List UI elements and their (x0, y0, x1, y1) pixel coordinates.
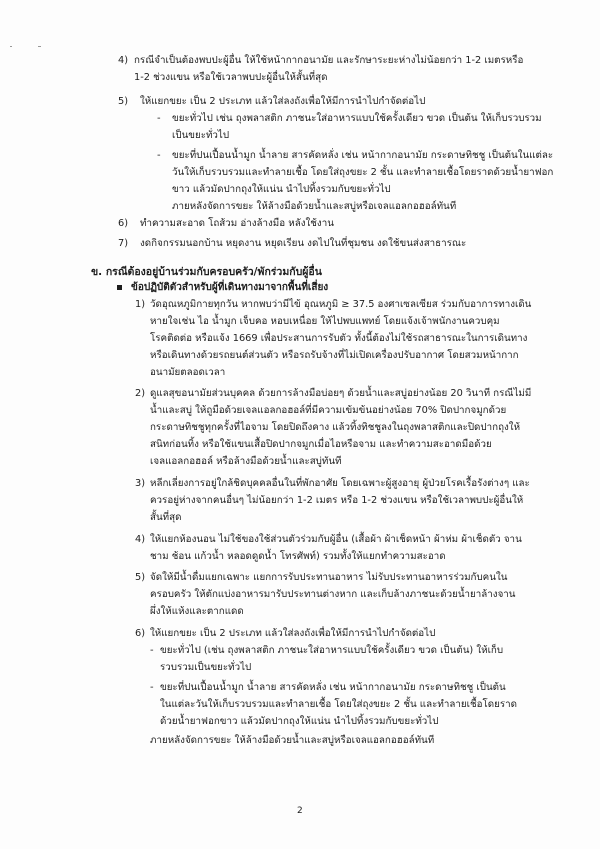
item-text: ให้แยกห้องนอน ไม่ใช้ของใช้ส่วนตัวร่วมกับผู้อื่น (เสื้อผ้า ผ้าเช็ดหน้า ผ้าห่ม ผ้าเช็ดตัว จาน (150, 534, 522, 545)
dash-text: รวบรวมเป็นขยะทั่วไป (160, 662, 252, 673)
dash-marker: - (150, 682, 154, 693)
after-note: ภายหลังจัดการขยะ ให้ล้างมือด้วยน้ำและสบู่หรือเจลแอลกอฮอล์ทันที (150, 735, 435, 746)
item-marker: 5) (135, 572, 146, 583)
page-number: 2 (297, 806, 303, 816)
item-text: ดูแลสุขอนามัยส่วนบุคคล ด้วยการล้างมือบ่อยๆ ด้วยน้ำและสบู่อย่างน้อย 20 วินาที กรณีไม่มี (150, 388, 532, 399)
dash-text: ขยะทั่วไป (เช่น ถุงพลาสติก ภาชนะใส่อาหารแบบใช้ครั้งเดียว ขวด เป็นต้น) ให้เก็บ (160, 645, 504, 656)
item-text: น้ำและสบู่ ให้ถูมือด้วยเจลแอลกอฮอล์ที่มีความเข้มข้นอย่างน้อย 70% ปิดปากจมูกด้วย (150, 405, 507, 416)
item-marker: 7) (118, 238, 129, 249)
item-text: หรือเดินทางด้วยรถยนต์ส่วนตัว หรือรถรับจ้างที่ไม่เปิดเครื่องปรับอากาศ โดยสวมหน้ากาก (150, 350, 519, 361)
section-heading: ข. กรณีต้องอยู่บ้านร่วมกับครอบครัว/พักร่วมกับผู้อื่น (91, 266, 322, 278)
dash-text: ในแต่ละวันให้เก็บรวบรวมและทำลายเชื้อ โดยใส่ถุงขยะ 2 ชั้น และทำลายเชื้อโดยราด (160, 699, 517, 710)
item-text: ให้แยกขยะ เป็น 2 ประเภท แล้วใส่ลงถังเพื่อให้มีการนำไปกำจัดต่อไป (150, 628, 436, 639)
item-text: กระดาษทิชชูทุกครั้งที่ไอจาม โดยปิดถึงคาง แล้วทิ้งทิชชูลงในถุงพลาสติกและปิดปากถุงให้ (150, 422, 521, 433)
item-text: งดกิจกรรมนอกบ้าน หยุดงาน หยุดเรียน งดไปในที่ชุมชน งดใช้ขนส่งสาธารณะ (140, 238, 467, 249)
dash-text: เป็นขยะทั่วไป (172, 130, 230, 141)
section-subheading: ข้อปฏิบัติตัวสำหรับผู้ที่เดินทางมาจากพื้นที่เสี่ยง (131, 282, 329, 293)
dash-text: ด้วยน้ำยาฟอกขาว แล้วมัดปากถุงให้แน่น นำไปทิ้งรวมกับขยะทั่วไป (160, 716, 439, 727)
item-text: เจลแอลกอฮอล์ หรือล้างมือด้วยน้ำและสบู่ทันที (150, 456, 342, 467)
item-text: 1-2 ช่วงแขน หรือใช้เวลาพบปะผู้อื่นให้สั้นที่สุด (134, 72, 328, 83)
after-note: ภายหลังจัดการขยะ ให้ล้างมือด้วยน้ำและสบู่หรือเจลแอลกอฮอล์ทันที (172, 201, 457, 212)
item-text: จัดให้มีน้ำดื่มแยกเฉพาะ แยกการรับประทานอาหาร ไม่รับประทานอาหารร่วมกับคนใน (150, 572, 508, 583)
item-text: ทำความสะอาด โถส้วม อ่างล้างมือ หลังใช้งาน (140, 218, 334, 229)
item-marker: 3) (135, 478, 146, 489)
item-text: ผึ่งให้แห้งและตากแดด (150, 606, 244, 617)
dash-text: วันให้เก็บรวบรวมและทำลายเชื้อ โดยใส่ถุงขยะ 2 ชั้น และทำลายเชื้อโดยราดด้วยน้ำยาฟอก (172, 167, 554, 178)
dash-marker: - (157, 150, 161, 161)
item-text: หายใจเช่น ไอ น้ำมูก เจ็บคอ หอบเหนื่อย ให้ไปพบแพทย์ โดยแจ้งเจ้าพนักงานควบคุม (150, 316, 500, 327)
dash-marker: - (150, 645, 154, 656)
dash-text: ขาว แล้วมัดปากถุงให้แน่น นำไปทิ้งรวมกับขยะทั่วไป (172, 184, 391, 195)
item-text: โรคติดต่อ หรือแจ้ง 1669 เพื่อประสานการรับตัว ทั้งนี้ต้องไม่ใช้รถสาธารณะในการเดินทาง (150, 333, 528, 344)
item-marker: 2) (135, 388, 146, 399)
dash-text: ขยะที่ปนเปื้อนน้ำมูก น้ำลาย สารคัดหลั่ง เช่น หน้ากากอนามัย กระดาษทิชชู เป็นต้นในแต่ละ (172, 150, 554, 161)
item-marker: 4) (118, 55, 129, 66)
item-text: ควรอยู่ห่างจากคนอื่นๆ ไม่น้อยกว่า 1-2 เมตร หรือ 1-2 ช่วงแขน หรือใช้เวลาพบปะผู้อื่นให้ (150, 495, 524, 506)
scan-mark (10, 46, 12, 47)
item-marker: 6) (118, 218, 129, 229)
item-text: ชาม ช้อน แก้วน้ำ หลอดดูดน้ำ โทรศัพท์) รวมทั้งให้แยกทำความสะอาด (150, 551, 446, 562)
scan-mark (38, 46, 41, 47)
item-text: สั้นที่สุด (150, 512, 182, 523)
item-text: วัดอุณหภูมิกายทุกวัน หากพบว่ามีไข้ อุณหภูมิ ≥ 37.5 องศาเซลเซียส ร่วมกับอาการทางเดิน (150, 299, 532, 310)
dash-marker: - (157, 113, 161, 124)
item-text: กรณีจำเป็นต้องพบปะผู้อื่น ให้ใช้หน้ากากอนามัย และรักษาระยะห่างไม่น้อยกว่า 1-2 เมตรหรือ (134, 55, 524, 66)
item-marker: 1) (135, 299, 146, 310)
item-marker: 4) (135, 534, 146, 545)
item-text: ครอบครัว ให้ตักแบ่งอาหารมารับประทานต่างหาก และเก็บล้างภาชนะด้วยน้ำยาล้างจาน (150, 589, 516, 600)
item-text: สนิทก่อนทิ้ง หรือใช้แขนเสื้อปิดปากจมูกเมื่อไอหรือจาม และทำความสะอาดมือด้วย (150, 439, 492, 450)
dash-text: ขยะทั่วไป เช่น ถุงพลาสติก ภาชนะใส่อาหารแบบใช้ครั้งเดียว ขวด เป็นต้น ให้เก็บรวบรวม (172, 113, 542, 124)
square-bullet-icon (117, 285, 122, 290)
dash-text: ขยะที่ปนเปื้อนน้ำมูก น้ำลาย สารคัดหลั่ง เช่น หน้ากากอนามัย กระดาษทิชชู เป็นต้น (160, 682, 506, 693)
item-text: อนามัยตลอดเวลา (150, 367, 226, 378)
item-text: หลีกเลี่ยงการอยู่ใกล้ชิดบุคคลอื่นในที่พักอาศัย โดยเฉพาะผู้สูงอายุ ผู้ป่วยโรคเรื้อรังต่างๆ และ (150, 478, 530, 489)
item-marker: 5) (118, 96, 129, 107)
item-text: ให้แยกขยะ เป็น 2 ประเภท แล้วใส่ลงถังเพื่อให้มีการนำไปกำจัดต่อไป (140, 96, 426, 107)
item-marker: 6) (135, 628, 146, 639)
